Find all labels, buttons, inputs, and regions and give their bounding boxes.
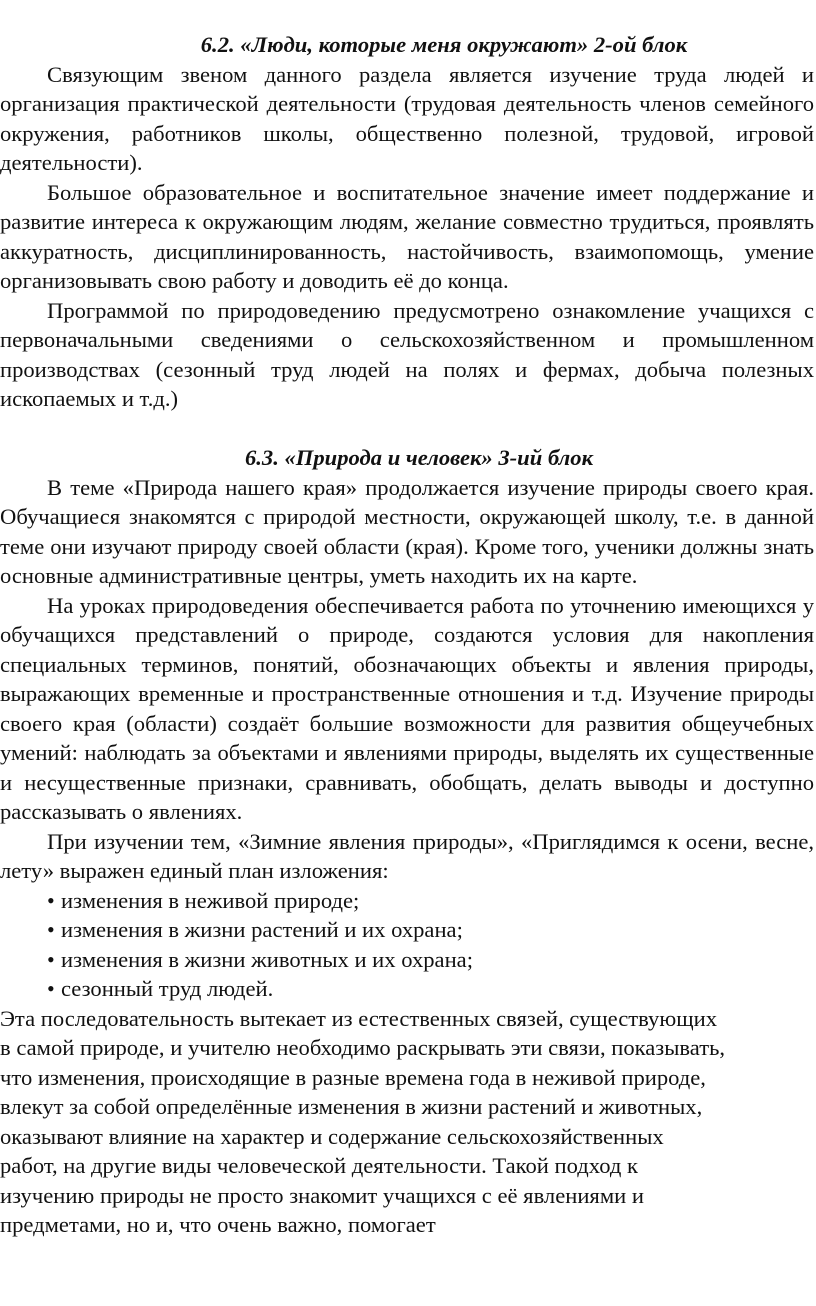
paragraph: На уроках природоведения обеспечивается работа по уточнению имеющихся у обучащихся представлений о природе, создаются условия для накопления специальных терминов, понятий, обозначающих объекты и явления природы, выражающих временные и пространственные отношения и т.д. Изучение природы своего края (области) создаёт большие возможности для развития общеучебных умений: наблюдать за объектами и явлениями природы, выделять их существенные и несущественные признаки, сравнивать, обобщать, делать выводы и доступно рассказывать о явлениях. [0, 592, 814, 824]
bullet-icon: • [47, 887, 55, 913]
text-line: предметами, но и, что очень важно, помогает [0, 1212, 436, 1237]
list-item-text: изменения в неживой природе; [61, 887, 360, 913]
closing-paragraph [0, 1004, 814, 1240]
paragraph: В теме «Природа нашего края» продолжается изучение природы своего края. Обучащиеся знакомятся с природой местности, окружающей школу, т.е. в данной теме они изучают природу своей области (края). Кроме того, ученики должны знать основные административные центры, уметь находить их на карте. [0, 474, 814, 588]
list-item-text: изменения в жизни животных и их охрана; [61, 946, 473, 972]
plan-list [0, 886, 814, 1004]
bullet-icon: • [47, 917, 55, 942]
text-line: в самой природе, и учителю необходимо раскрывать эти связи, показывать, [0, 1035, 726, 1060]
document-page [0, 30, 814, 1240]
list-item-text: изменения в жизни растений и их охрана; [61, 917, 463, 942]
text-line: Эта последовательность вытекает из естественных связей, существующих [0, 1005, 718, 1031]
text-line: что изменения, происходящие в разные времена года в неживой природе, [0, 1064, 706, 1090]
section-heading-6-3: 6.3. «Природа и человек» 3-ий блок [244, 445, 594, 470]
list-item [0, 945, 814, 975]
list-item-text: сезонный труд людей. [61, 976, 274, 1001]
paragraph: Связующим звеном данного раздела является изучение труда людей и организация практической деятельности (трудовая деятельность членов семейного окружения, работников школы, общественно полезной, трудовой, игровой деятельности). [0, 61, 814, 175]
paragraph: Программой по природоведению предусмотрено ознакомление учащихся с первоначальными сведениями о сельскохозяйственном и промышленном производствах (сезонный труд людей на полях и фермах, добыча полезных ископаемых и т.д.) [0, 297, 814, 411]
list-item [0, 915, 814, 945]
section-spacer [0, 414, 814, 444]
text-line: оказывают влияние на характер и содержание сельскохозяйственных [0, 1123, 664, 1149]
list-item [0, 886, 814, 916]
bullet-icon: • [47, 976, 55, 1001]
text-line: работ, на другие виды человеческой деятельности. Такой подход к [0, 1153, 638, 1178]
paragraph: Большое образовательное и воспитательное значение имеет поддержание и развитие интереса к окружающим людям, желание совместно трудиться, проявлять аккуратность, дисциплинированность, настойчивость, взаимопомощь, умение организовывать свою работу и доводить её до конца. [0, 179, 814, 293]
text-line: изучению природы не просто знакомит учащихся с её явлениями и [0, 1182, 644, 1208]
list-item [0, 974, 814, 1004]
section-heading-6-2: 6.2. «Люди, которые меня окружают» 2-ой блок [200, 32, 688, 57]
bullet-icon: • [47, 946, 55, 972]
paragraph: При изучении тем, «Зимние явления природы», «Приглядимся к осени, весне, лету» выражен единый план изложения: [0, 828, 814, 883]
text-line: влекут за собой определённые изменения в жизни растений и животных, [0, 1094, 703, 1119]
